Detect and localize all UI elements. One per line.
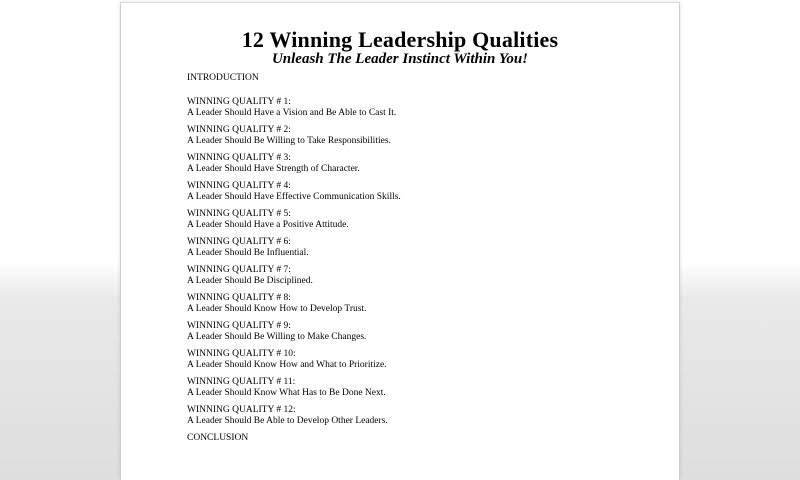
table-of-contents: [187, 73, 657, 444]
list-item: [187, 349, 657, 371]
quality-heading: WINNING QUALITY # 2:: [187, 125, 291, 135]
quality-heading: WINNING QUALITY # 10:: [187, 349, 296, 359]
quality-text: A Leader Should Know How to Develop Trust.: [187, 304, 367, 314]
quality-text: A Leader Should Have a Vision and Be Able to Cast It.: [187, 108, 397, 118]
quality-text: A Leader Should Have a Positive Attitude.: [187, 220, 349, 230]
quality-text: A Leader Should Be Willing to Take Responsibilities.: [187, 136, 391, 146]
list-item: [187, 181, 657, 203]
document-page: [120, 2, 680, 480]
list-item: [187, 293, 657, 315]
list-item: [187, 97, 657, 119]
quality-heading: WINNING QUALITY # 3:: [187, 153, 291, 163]
quality-heading: WINNING QUALITY # 5:: [187, 209, 291, 219]
quality-text: A Leader Should Have Effective Communication Skills.: [187, 192, 401, 202]
list-item: [187, 209, 657, 231]
list-item: [187, 377, 657, 399]
quality-heading: WINNING QUALITY # 11:: [187, 377, 296, 387]
quality-text: A Leader Should Be Able to Develop Other Leaders.: [187, 416, 388, 426]
document-subtitle: Unleash The Leader Instinct Within You!: [271, 51, 529, 67]
list-item: [187, 405, 657, 427]
list-item: [187, 237, 657, 259]
quality-heading: WINNING QUALITY # 12:: [187, 405, 296, 415]
list-item: [187, 125, 657, 147]
quality-text: A Leader Should Have Strength of Character.: [187, 164, 360, 174]
quality-heading: WINNING QUALITY # 7:: [187, 265, 291, 275]
quality-text: A Leader Should Know What Has to Be Done Next.: [187, 388, 386, 398]
introduction-heading: INTRODUCTION: [187, 73, 259, 83]
quality-heading: WINNING QUALITY # 6:: [187, 237, 291, 247]
list-item: [187, 265, 657, 287]
quality-text: A Leader Should Be Willing to Make Changes.: [187, 332, 367, 342]
list-item: [187, 321, 657, 343]
document-title: 12 Winning Leadership Qualities: [241, 27, 559, 52]
quality-heading: WINNING QUALITY # 9:: [187, 321, 291, 331]
quality-text: A Leader Should Know How and What to Prioritize.: [187, 360, 387, 370]
quality-text: A Leader Should Be Disciplined.: [187, 276, 313, 286]
quality-heading: WINNING QUALITY # 4:: [187, 181, 291, 191]
conclusion-heading: CONCLUSION: [187, 433, 249, 443]
list-item: [187, 153, 657, 175]
quality-text: A Leader Should Be Influential.: [187, 248, 309, 258]
quality-heading: WINNING QUALITY # 1:: [187, 97, 291, 107]
quality-heading: WINNING QUALITY # 8:: [187, 293, 291, 303]
